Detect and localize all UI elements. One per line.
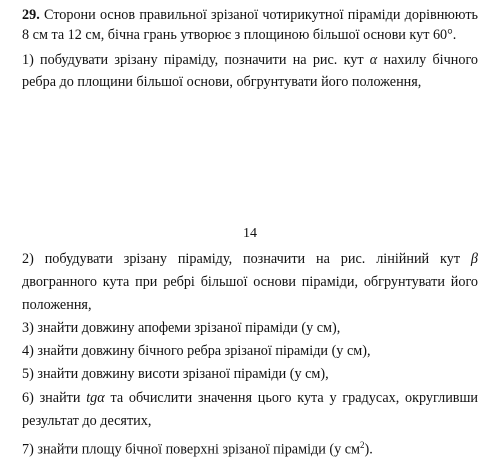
task-item-2-line-1: 2) побудувати зрізану піраміду, позначити на рис. лінійний кут β xyxy=(22,251,478,267)
superscript-2: 2 xyxy=(360,440,365,450)
task-item-7: 7) знайти площу бічної поверхні зрізаної піраміди (у $см^2$). xyxy=(22,440,373,458)
tg-alpha-symbol: tgα xyxy=(86,390,105,406)
task-item-1-line-1: 1) побудувати зрізану піраміду, позначити на рис. кут α нахилу бічного xyxy=(22,52,479,68)
task-text-line-1: 29. Сторони основ правильної зрізаної чотирикутної піраміди дорівнюють xyxy=(22,7,478,23)
task-item-4: 4) знайти довжину бічного ребра зрізаної піраміди (у см), xyxy=(22,343,371,359)
task-item-2-line-2: двогранного кута при ребрі більшої основи піраміди, обгрунтувати його xyxy=(22,274,478,290)
task-text-line-2: 8 см та 12 см, бічна грань утворює з площиною більшої основи кут 60°. xyxy=(22,27,457,43)
task-item-5: 5) знайти довжину висоти зрізаної піраміди (у см), xyxy=(22,366,329,382)
task-item-2-line-3: положення, xyxy=(22,297,92,313)
task-number: 29. xyxy=(22,7,40,23)
task-item-6-line-1: 6) знайти tgα та обчислити значення цього кута у градусах, округливши xyxy=(22,390,479,406)
alpha-symbol: α xyxy=(369,52,378,68)
task-item-3: 3) знайти довжину апофеми зрізаної піраміди (у см), xyxy=(22,320,341,336)
task-item-6-line-2: результат до десятих, xyxy=(22,413,152,429)
beta-symbol: β xyxy=(470,251,478,267)
page-number: 14 xyxy=(243,226,257,241)
task-item-1-line-2: ребра до площини більшої основи, обгрунтувати його положення, xyxy=(22,74,422,90)
